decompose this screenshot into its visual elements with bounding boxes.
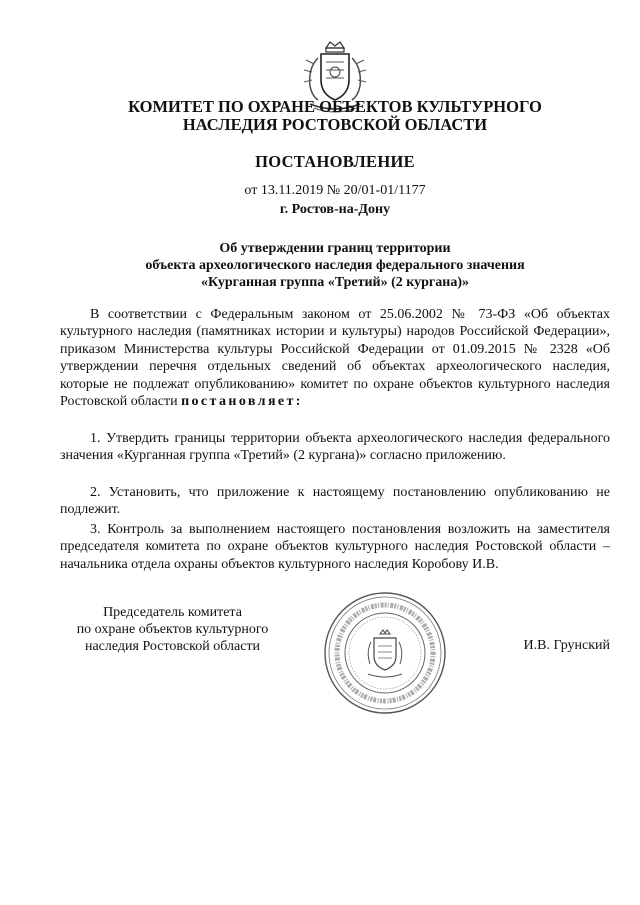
decree-item-2: 2. Установить, что приложение к настоящему постановлению опубликованию не подлежит.	[60, 485, 610, 518]
decree-item-3: 3. Контроль за выполнением настоящего постановления возложить на заместителя председателя комитета по охране объектов культурного наследия Ростовской области – начальника отдела охраны объектов культурного наследия Коробову И.В.	[60, 522, 610, 572]
document-subject: Об утверждении границ территории объекта археологического наследия федерального значения «Курганная группа «Третий» (2 кургана)»	[145, 241, 525, 290]
document-city: г. Ростов-на-Дону	[279, 202, 391, 217]
signatory-name: И.В. Грунский	[523, 638, 610, 653]
decree-item-1: 1. Утвердить границы территории объекта археологического наследия федерального значения «Курганная группа «Третий» (2 кургана)» согласно приложению.	[60, 431, 610, 464]
signatory-title: Председатель комитета по охране объектов культурного наследия Ростовской области	[76, 605, 269, 654]
intro-paragraph: В соответствии с Федеральным законом от 25.06.2002 № 73-ФЗ «Об объектах культурного наследия (памятниках истории и культуры) народов Российской Федерации», приказом Министерства культуры Российской Федерации от 01.09.2015 № 2328 «Об утверждении перечня отдельных сведений об объектах археологического наследия, которые не подлежат опубликованию» комитет по охране объектов культурного наследия Ростовской области постановляет:	[60, 307, 610, 410]
document-type: ПОСТАНОВЛЕНИЕ	[255, 152, 415, 171]
official-round-seal-icon	[322, 590, 448, 716]
document-date-number: от 13.11.2019 № 20/01-01/1177	[244, 183, 426, 198]
organization-name: КОМИТЕТ ПО ОХРАНЕ ОБЪЕКТОВ КУЛЬТУРНОГО НАСЛЕДИЯ РОСТОВСКОЙ ОБЛАСТИ	[128, 97, 542, 134]
decree-word: постановляет:	[181, 394, 303, 410]
